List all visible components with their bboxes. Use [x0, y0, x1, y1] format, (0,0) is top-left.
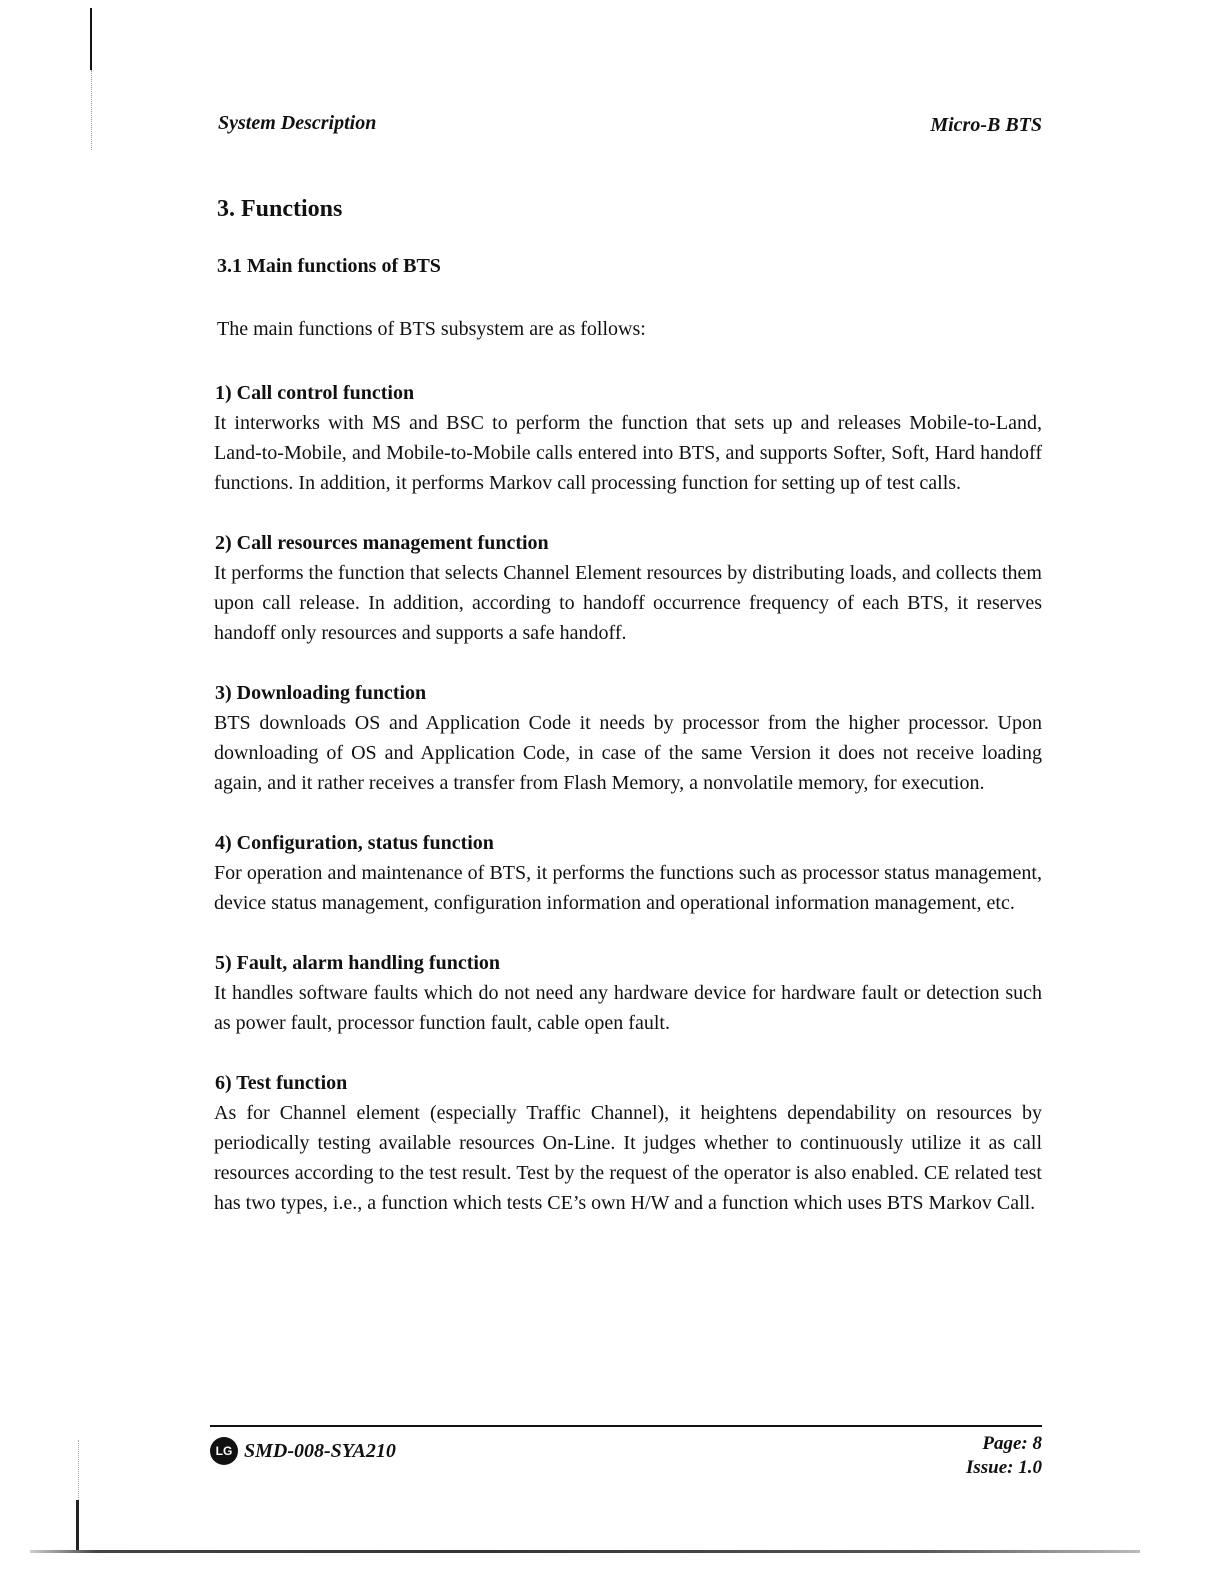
function-section-configuration: [214, 828, 1042, 918]
function-title: 6) Test function: [215, 1072, 348, 1094]
footer-left: [210, 1437, 396, 1465]
function-section-call-resources: [214, 528, 1042, 648]
function-description: BTS downloads OS and Application Code it needs by processor from the higher processor. Upon downloading of OS and Application Code, in case of the same Version it does not receive loading again, and it rather receives a transfer from Flash Memory, a nonvolatile memory, for execution.: [214, 712, 1042, 794]
chapter-heading: 3. Functions: [217, 196, 343, 222]
intro-paragraph: The main functions of BTS subsystem are as follows:: [217, 318, 646, 340]
footer-divider: [210, 1425, 1042, 1427]
function-title: 2) Call resources management function: [215, 532, 549, 554]
function-section-fault-alarm: [214, 948, 1042, 1038]
function-title: 5) Fault, alarm handling function: [215, 952, 501, 974]
function-title: 4) Configuration, status function: [215, 832, 494, 854]
document-code: SMD-008-SYA210: [244, 1439, 396, 1462]
page-content: [214, 196, 1042, 1248]
lg-logo-icon: LG: [210, 1437, 238, 1465]
scan-artifact-left-line: [90, 8, 92, 70]
function-section-downloading: [214, 678, 1042, 798]
function-description: It interworks with MS and BSC to perform the function that sets up and releases Mobile-to-Land, Land-to-Mobile, and Mobile-to-Mobile calls entered into BTS, and supports Softer, Soft, Hard handoff functions. In addition, it performs Markov call processing function for setting up of test calls.: [214, 412, 1042, 494]
running-header-right: Micro-B BTS: [930, 114, 1042, 136]
function-description: It handles software faults which do not need any hardware device for hardware fault or detection such as power fault, processor function fault, cable open fault.: [214, 982, 1042, 1034]
function-section-call-control: [214, 378, 1042, 498]
function-section-test: [214, 1068, 1042, 1218]
scan-artifact-left-dots: [91, 70, 93, 150]
section-heading: 3.1 Main functions of BTS: [217, 255, 441, 277]
running-header-left: System Description: [218, 112, 377, 134]
function-title: 1) Call control function: [215, 382, 415, 404]
function-title: 3) Downloading function: [215, 682, 427, 704]
scan-artifact-bottom-edge: [30, 1550, 1140, 1553]
function-description: As for Channel element (especially Traffic Channel), it heightens dependability on resources by periodically testing available resources On-Line. It judges whether to continuously utilize it as call resources according to the test result. Test by the request of the operator is also enabled. CE related test has two types, i.e., a function which tests CE’s own H/W and a function which uses BTS Markov Call.: [214, 1102, 1042, 1214]
issue-number: Issue: 1.0: [965, 1457, 1042, 1478]
footer-right: [966, 1432, 1042, 1480]
page-number: Page: 8: [982, 1433, 1042, 1454]
function-description: It performs the function that selects Channel Element resources by distributing loads, and collects them upon call release. In addition, according to handoff occurrence frequency of each BTS, it reserves handoff only resources and supports a safe handoff.: [214, 562, 1042, 644]
scan-artifact-corner: [76, 1500, 79, 1552]
function-description: For operation and maintenance of BTS, it performs the functions such as processor status management, device status management, configuration information and operational information management, etc.: [214, 862, 1042, 914]
